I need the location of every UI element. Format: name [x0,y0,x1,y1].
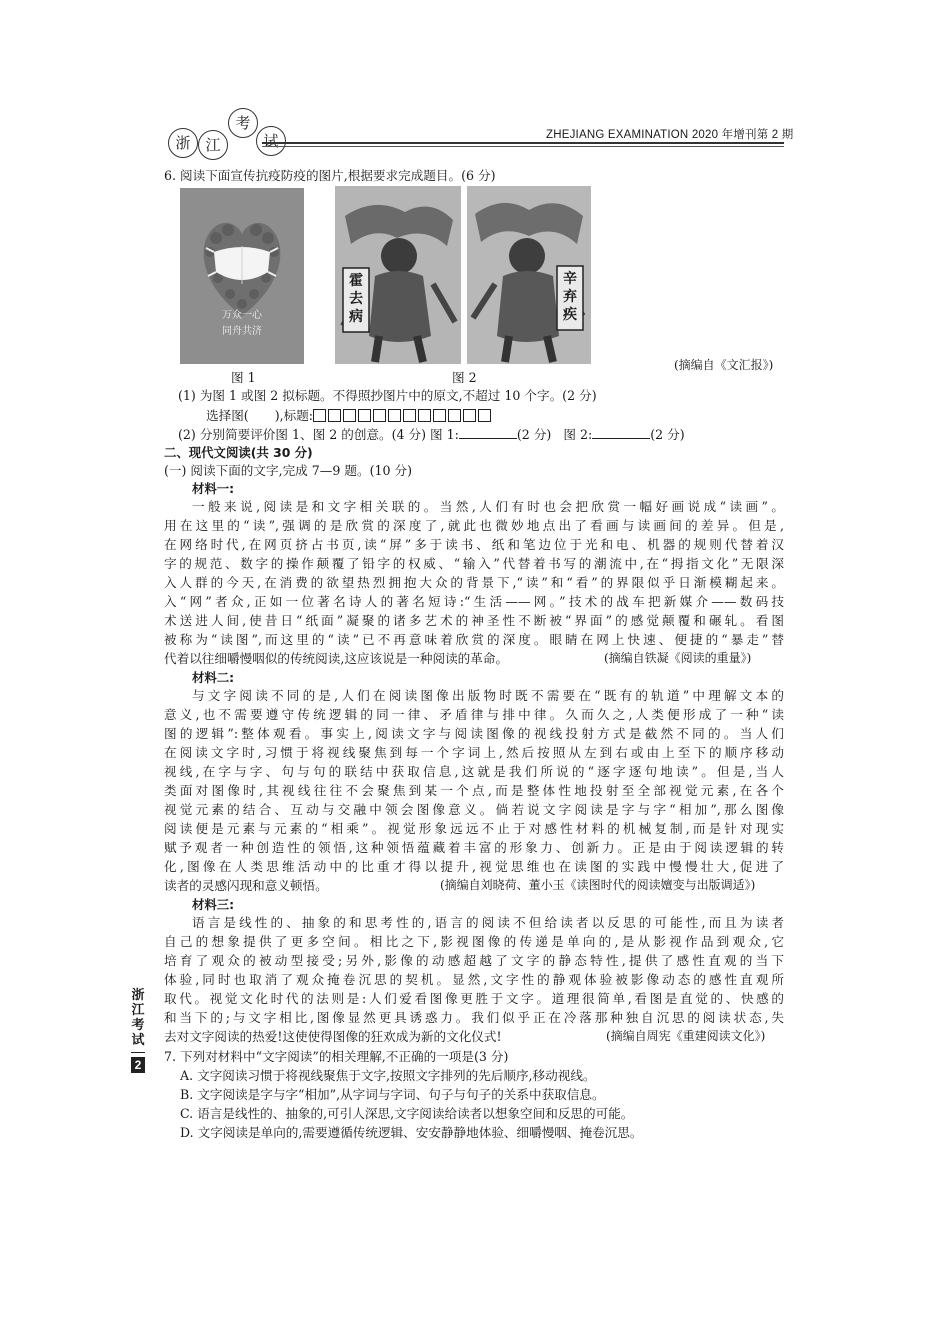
material1-line: 一般来说,阅读是和文字相关联的。当然,人们有时也会把欣赏一幅好画说成“读画”。 [192,499,784,514]
logo-seal-2: 江 [198,130,228,160]
q6-fig1-answer-blank[interactable] [459,426,517,439]
material2-source: (摘编自刘晓荷、董小玉《读图时代的阅读嬗变与出版调适》) [440,878,756,892]
q6-sub1-answer [206,406,493,427]
q6-title: 6. 阅读下面宣传抗疫防疫的图片,根据要求完成题目。(6 分) [164,168,496,183]
q6-fig2-answer-blank[interactable] [592,426,650,439]
material2-line: 读者的灵感闪现和意义顿悟。 [164,878,328,893]
figure-2-left-poster [335,186,461,364]
logo-seal-1: 浙 [168,128,198,158]
material3-line: 和当下的;与文字相比,图像显然更具诱惑力。我们似乎正在冷落那种独自沉思的阅读状态,失 [164,1010,784,1025]
material1-line: 代着以往细嚼慢咽似的传统阅读,这应该说是一种阅读的革命。 [164,651,509,666]
material2-line: 意义,也不需要遵守传统逻辑的同一律、矛盾律与排中律。久而久之,人类便形成了一种“读 [164,707,784,722]
material1-line: 用在这里的“读”,强调的是欣赏的深度了,就此也微妙地点出了看画与读画间的差异。但是, [164,518,784,533]
q7-option-c[interactable]: C. 语言是线性的、抽象的,可引人深思,文字阅读给读者以想象空间和反思的可能。 [180,1106,634,1121]
header-rule-thin [262,146,784,147]
q6-sub2-text: (2) 分别简要评价图 1、图 2 的创意。(4 分) 图 1: [178,427,459,442]
q7-title: 7. 下列对材料中“文字阅读”的相关理解,不正确的一项是(3 分) [164,1049,509,1064]
side-char: 江 [131,1003,145,1018]
material1-label: 材料一: [192,481,235,496]
q6-choice-prefix: 选择图( [206,408,249,423]
material3-label: 材料三: [192,897,235,912]
material3-line: 去对文字阅读的热爱!这使使得图像的狂欢成为新的文化仪式! [164,1029,502,1044]
q7-option-b[interactable]: B. 文字阅读是字与字“相加”,从字词与字词、句子与句子的关系中获取信息。 [180,1087,605,1102]
q6-source: (摘编自《文汇报》) [674,358,774,372]
figure-2-scroll-right: 辛弃疾 [563,271,577,323]
material2-line: 在阅读文字时,习惯于将视线聚焦到每一个字词上,然后按照从左到右或由上至下的顺序移动 [164,745,784,760]
material3-line: 培育了观众的被动型接受;另外,影像的动感超越了文字的静态特性,提供了感性直观的当下 [164,953,784,968]
section2-part1: (一) 阅读下面的文字,完成 7—9 题。(10 分) [164,463,413,478]
figure-2-scroll-left: 霍去病 [349,273,363,325]
side-rule [131,1052,145,1053]
material1-line: 在网络时代,在网页挤占书页,读“屏”多于读书、纸和笔边位于光和电、机器的规则代替着汉 [164,537,784,552]
material3-line: 自己的想象提供了更多空间。相比之下,影视图像的传递是单向的,是从影视作品到观众,它 [164,934,784,949]
side-char: 试 [131,1033,145,1048]
q6-sub2 [178,425,685,444]
material1-line: 字的规范、数字的操作颠覆了铅字的权威、“输入”代替着书写的潮流中,在“拇指文化”无限深 [164,556,784,571]
material1-line: 入“网”者众,正如一位著名诗人的著名短诗:“生活——网。”技术的战车把新媒介——数码技 [164,594,784,609]
material1-source: (摘编自铁凝《阅读的重量》) [604,651,752,665]
material3-source: (摘编自周宪《重建阅读文化》) [606,1029,766,1043]
q7-option-d[interactable]: D. 文字阅读是单向的,需要遵循传统逻辑、安安静静地体验、细嚼慢咽、掩卷沉思。 [180,1125,643,1140]
side-char: 考 [131,1018,145,1033]
q6-sub2-fig2: 图 2: [563,427,593,442]
material1-line: 入人群的今天,在消费的欲望热烈拥抱大众的背景下,“读”和“看”的界限似乎日渐模糊起来。 [164,575,784,590]
material3-line: 语言是线性的、抽象的和思考性的,语言的阅读不但给读者以反思的可能性,而且为读者 [192,915,784,930]
material2-line: 视线,在字与字、句与句的联结中获取信息,这就是我们所说的“逐字逐句地读”。但是,当人 [164,764,784,779]
material2-line: 阅读便是元素与元素的“相乘”。视觉形象远远不止于对感性材料的机械复制,而是针对现实 [164,821,784,836]
material2-line: 图的逻辑”:整体观看。事实上,阅读文字与阅读图像的视线投射方式是截然不同的。当人们 [164,726,784,741]
q6-sub2-score1: (2 分) [516,427,552,442]
figure-2-right-poster [467,186,591,364]
material2-line: 与文字阅读不同的是,人们在阅读图像出版物时既不需要在“既有的轨道”中理解文本的 [192,688,784,703]
figure-1-image [180,188,304,364]
logo-seal-4: 试 [256,126,286,156]
journal-logo [158,104,288,160]
material2-line: 化,图像在人类思维活动中的比重才得以提升,视觉思维也在读图的实践中慢慢壮大,促进了 [164,859,784,874]
figure-1-text-line2: 同舟共济 [222,326,262,337]
q6-sub1: (1) 为图 1 或图 2 拟标题。不得照抄图片中的原文,不超过 10 个字。(2 分) [178,388,597,403]
page-number: 2 [131,1057,145,1073]
logo-seal-3: 考 [228,108,258,138]
q6-choice-mid: ),标题: [274,408,314,423]
material2-label: 材料二: [192,670,235,685]
side-journal-label [130,988,146,1048]
q7-option-a[interactable]: A. 文字阅读习惯于将视线聚焦于文字,按照文字排列的先后顺序,移动视线。 [180,1068,596,1083]
material1-line: 被称为“读图”,而这里的“读”已不再意味着欣赏的深度。眼睛在网上快速、便捷的“暴走”替 [164,632,784,647]
side-char: 浙 [131,988,145,1003]
figure-1-text-line1: 万众一心 [222,310,262,321]
material3-line: 取代。视觉文化时代的法则是:人们爱看图像更胜于文字。道理很简单,看图是直觉的、快感的 [164,991,784,1006]
material2-line: 类面对图像时,其视线往往不会聚焦到某一个点,而是整体性地投射至全部视觉元素,在各个 [164,783,784,798]
section2-title: 二、现代文阅读(共 30 分) [164,445,313,460]
figure-2-label: 图 2 [452,370,477,385]
figure-1-label: 图 1 [231,370,256,385]
material3-line: 体验,同时也取消了观众掩卷沉思的契机。显然,文字性的静观体验被影像动态的感性直观所 [164,972,784,987]
material2-line: 视觉元素的结合、互动与交融中领会图像意义。倘若说文字阅读是字与字“相加”,那么图像 [164,802,784,817]
masthead: ZHEJIANG EXAMINATION 2020 年增刊第 2 期 [546,129,794,141]
q6-sub2-score2: (2 分) [650,427,685,442]
material1-line: 术送进人间,使昔日“纸面”凝聚的诸多艺术的神圣性不断被“界面”的感觉颠覆和碾轧。看图 [164,613,784,628]
header-rule [262,142,784,144]
material2-line: 赋予观者一种创造性的领悟,这种领悟蕴藏着丰富的形象力、创新力。正是由于阅读逻辑的转 [164,840,784,855]
